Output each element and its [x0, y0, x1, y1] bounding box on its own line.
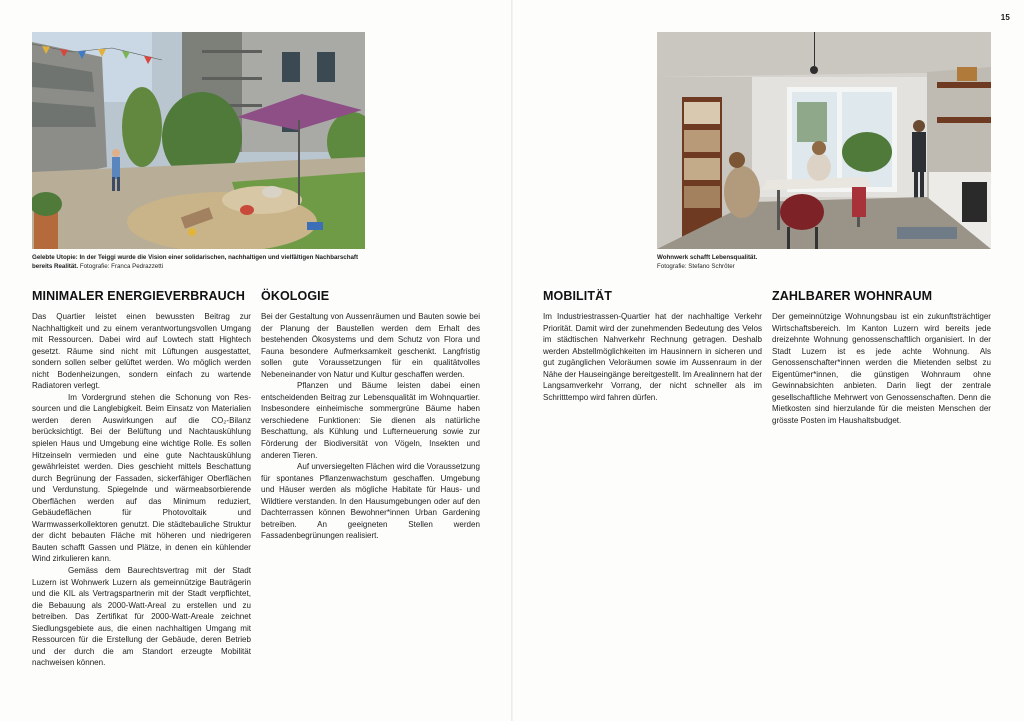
section-heading-mobility: MOBILITÄT: [543, 289, 612, 303]
section-heading-energy: MINIMALER ENERGIEVERBRAUCH: [32, 289, 246, 303]
courtyard-photo-caption: [32, 254, 362, 271]
caption-text: Wohnwerk schafft Lebensqualität.: [657, 254, 758, 261]
page-gutter: [511, 0, 513, 721]
section-body-ecology: [261, 311, 480, 542]
caption-text: Gelebte Utopie: In der Teiggi wurde die Vision einer solidarischen, nachhaltigen und vielfältigen Nachbarschaft bereits Realität.: [32, 254, 359, 270]
paragraph: Das Quartier leistet einen bewussten Beitrag zur Nachhaltigkeit und zu einem verantwortungsvollen Umgang mit Ressourcen. Dabei wird auf Lowtech statt Hightech gesetzt. Räume sind nicht mit Lüftungen ausgestattet, sondern sollen selber gelüftet werden. Wo möglich werden nicht Bodenheizungen, sondern einfach zu wartende Radiatoren verlegt.: [32, 312, 251, 391]
caption-credit: Fotografie: Stefano Schröter: [657, 262, 735, 270]
section-heading-ecology: ÖKOLOGIE: [261, 289, 330, 303]
paragraph: Gemäss dem Baurechtsvertrag mit der Stadt Luzern ist Wohnwerk Luzern als gemeinnützige Bauträgerin und die KIL als Vertragspartnerin mit der Stadt verpflichtet, die Bebauung als 2000-Watt-Areal zu erstellen und zu betreiben. Das Zertifikat für 2000-Watt-Areale zeichnet Siedlungsgebiete aus, die einen nachhaltigen Umgang mit Ressourcen für die Erstellung der Gebäude, deren Betrieb und der durch die am Standort erzeugte Mobilität nachweisen können.: [32, 566, 251, 668]
paragraph: Im Vordergrund stehen die Schonung von Ressourcen und die Langlebigkeit. Beim Einsatz von Materialien werden deren Auswirkungen auf die CO₂-Bilanz berücksichtigt. Bei der Belüftung und Nachtauskühlung spielen Haus und Umgebung eine wichtige Rolle. Es sollen Hitzeinseln vermieden und eine gute Nachtauskühlung gewährleistet werden. Dies geschieht mittels Beschattung durch Begrünung der Fassaden, sickerfähiger Oberflächen und Verdunstung. Spiegelnde und wärmeabsorbierende Oberflächen werden auf das Minimum reduziert, Gebäudeflächen für Photovoltaik und Warmwasserkollektoren genutzt. Die städtebauliche Struktur der dicht bebauten Fläche mit höheren und niedrigeren Bauten schafft Gassen und Plätze, in denen ein kühlender Wind zirkulieren kann.: [32, 392, 251, 564]
courtyard-photo: [32, 32, 365, 249]
paragraph: Bei der Gestaltung von Aussenräumen und Bauten sowie bei der Planung der Baustellen werden dem Erhalt des bestehenden Ökosystems und dem Schutz von Flora und Fauna besondere Aufmerksamkeit geschenkt. Langfristig sollen gute Voraussetzungen für ein qualitätvolles Nebeneinander von Natur und Kultur geschaffen werden.: [261, 312, 480, 379]
kitchen-photo: [657, 32, 991, 249]
section-body-mobility: [543, 311, 762, 403]
paragraph: Im Industriestrassen-Quartier hat der nachhaltige Verkehr Priorität. Damit wird der zunehmenden Bedeutung des Velos im städtischen Nahverkehr Rechnung getragen. Deshalb werden Abstellmöglichkeiten im Hausinnern in sicheren und gut zugänglichen Veloräumen sowie im Aussenraum in der Nähe der Hauseingänge bereitgestellt. Im Arealinnern hat der Langsamverkehr Vorrang, der nicht schneller als im Schritttempo wird fahren dürfen.: [543, 312, 762, 402]
paragraph: Auf unversiegelten Flächen wird die Voraussetzung für spontanes Pflanzenwachstum geschaffen. Umgebung und Häuser werden als mögliche Habitate für Haus- und Wildtiere verstanden. In den Hausumgebungen oder auf den Dachterrassen können Bewohner*innen Urban Gardening betreiben. An geeigneten Stellen werden Fassadenbegrünungen realisiert.: [261, 462, 480, 541]
kitchen-photo-caption: [657, 254, 857, 271]
section-body-housing: [772, 311, 991, 426]
section-body-energy: [32, 311, 251, 669]
paragraph: Pflanzen und Bäume leisten dabei einen entscheidenden Beitrag zur Lebensqualität im Wohnquartier. Insbesondere einheimische sommergrüne Bäume haben verschiedene Funktionen: Sie dienen als natürliche Beschattung, als Kühlung und Lufterneuerung sowie zur Förderung der Biodiversität von Vögeln, Insekten und anderen Tieren.: [261, 381, 480, 460]
page-number: 15: [1000, 13, 1010, 22]
section-heading-housing: ZAHLBARER WOHNRAUM: [772, 289, 933, 303]
caption-credit: Fotografie: Franca Pedrazzetti: [79, 262, 164, 270]
paragraph: Der gemeinnützige Wohnungsbau ist ein zukunftsträchtiger Wirtschaftsbereich. Im Kanton Luzern wird bereits jede dreizehnte Wohnung genossenschaftlich organisiert. In der Stadt Luzern ist es jede achte Wohnung. Als Genossenschafter*innen werden die Mietenden selbst zu Eigentümer*innen, die günstigen Wohnraum ohne Gewinnabsichten anbieten. Darin liegt der zentrale gesellschaftliche Mehrwert von Genossenschaften. Denn die Mietkosten sind hierzulande für die meisten Menschen der grösste Posten im Haushaltsbudget.: [772, 312, 991, 425]
